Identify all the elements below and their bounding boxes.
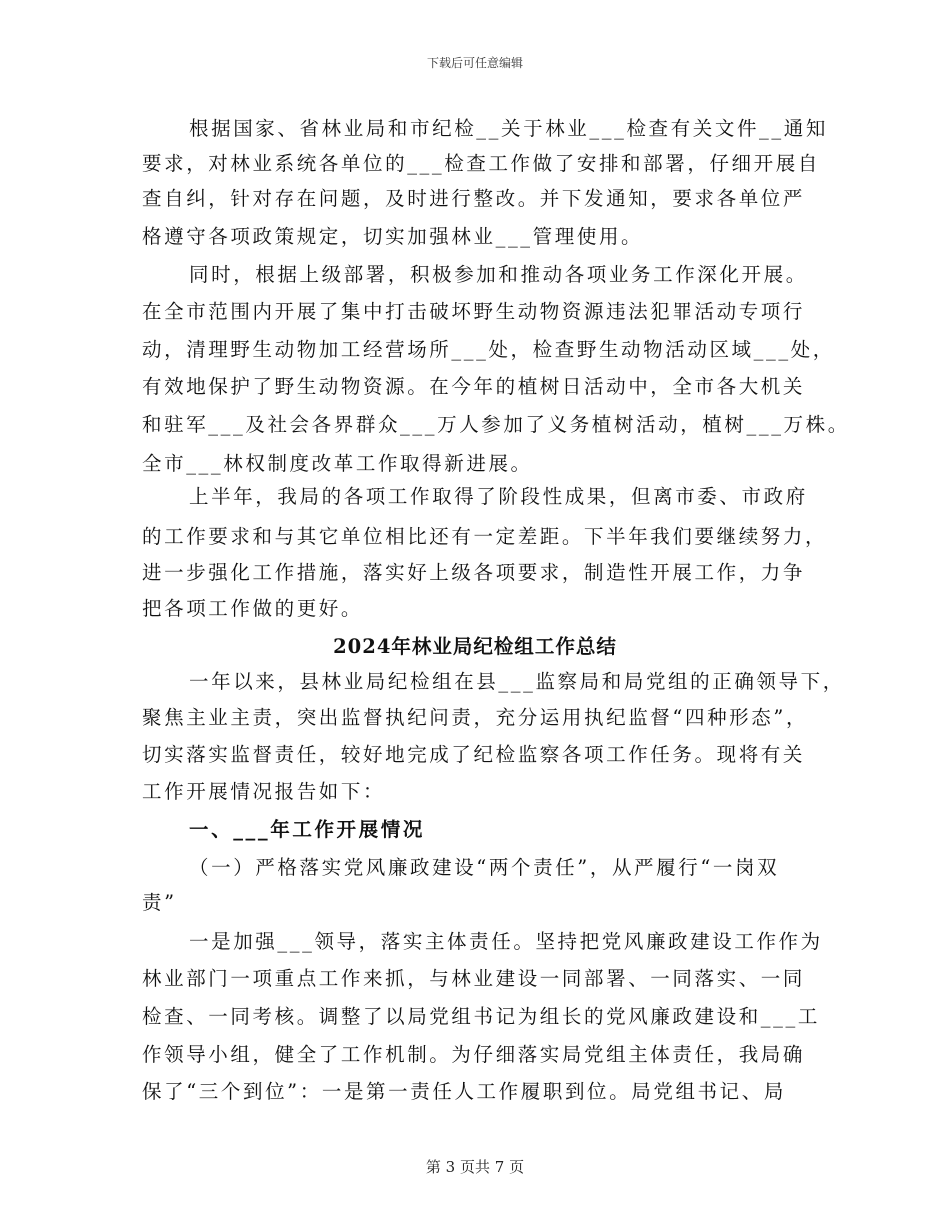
paragraph-line: 把各项工作做的更好。 <box>142 597 364 620</box>
paragraph-line: 上半年，我局的各项工作取得了阶段性成果，但离市委、市政府 <box>189 485 808 508</box>
paragraph-line: 同时，根据上级部署，积极参加和推动各项业务工作深化开展。 <box>189 263 808 286</box>
paragraph-line: 保了“三个到位”：一是第一责任人工作履职到位。局党组书记、局 <box>142 1080 786 1103</box>
paragraph-line: 在全市范围内开展了集中打击破坏野生动物资源违法犯罪活动专项行 <box>142 300 806 323</box>
paragraph-line: 查自纠，针对存在问题，及时进行整改。并下发通知，要求各单位严 <box>142 187 806 210</box>
paragraph-line: 一是加强___领导，落实主体责任。坚持把党风廉政建设工作作为 <box>189 930 823 953</box>
paragraph-line: 切实落实监督责任，较好地完成了纪检监察各项工作任务。现将有关 <box>142 743 806 766</box>
paragraph-line: 检查、一同考核。调整了以局党组书记为组长的党风廉政建设和___工 <box>142 1005 820 1028</box>
paragraph-line: 的工作要求和与其它单位相比还有一定差距。下半年我们要继续努力， <box>142 525 828 548</box>
page-footer: 第 3 页共 7 页 <box>425 1158 525 1176</box>
paragraph-line: 责” <box>142 891 177 914</box>
paragraph-line: 格遵守各项政策规定，切实加强林业___管理使用。 <box>142 225 644 248</box>
paragraph-line: 要求，对林业系统各单位的___检查工作做了安排和部署，仔细开展自 <box>142 152 820 175</box>
paragraph-line: 进一步强化工作措施，落实好上级各项要求，制造性开展工作，力争 <box>142 561 806 584</box>
paragraph-line: （一）严格落实党风廉政建设“两个责任”，从严履行“一岗双 <box>189 856 780 879</box>
paragraph-line: 一年以来，县林业局纪检组在县___监察局和局党组的正确领导下， <box>189 670 845 693</box>
paragraph-line: 工作开展情况报告如下： <box>142 780 386 803</box>
paragraph-line: 全市___林权制度改革工作取得新进展。 <box>142 452 533 475</box>
section-title: 2024年林业局纪检组工作总结 <box>333 635 617 658</box>
paragraph-line: 林业部门一项重点工作来抓，与林业建设一同部署、一同落实、一同 <box>142 967 806 990</box>
paragraph-line: 动，清理野生动物加工经营场所___处，检查野生动物活动区域___处， <box>142 338 835 361</box>
paragraph-line: 根据国家、省林业局和市纪检__关于林业___检查有关文件__通知 <box>189 117 828 140</box>
subsection-heading: 一、___年工作开展情况 <box>189 818 425 841</box>
paragraph-line: 聚焦主业主责，突出监督执纪问责，充分运用执纪监督“四种形态”， <box>142 706 809 729</box>
paragraph-line: 有效地保护了野生动物资源。在今年的植树日活动中，全市各大机关 <box>142 375 806 398</box>
page-header: 下载后可任意编辑 <box>426 56 523 70</box>
paragraph-line: 和驻军___及社会各界群众___万人参加了义务植树活动，植树___万株。 <box>142 413 850 436</box>
paragraph-line: 作领导小组，健全了工作机制。为仔细落实局党组主体责任，我局确 <box>142 1043 806 1066</box>
